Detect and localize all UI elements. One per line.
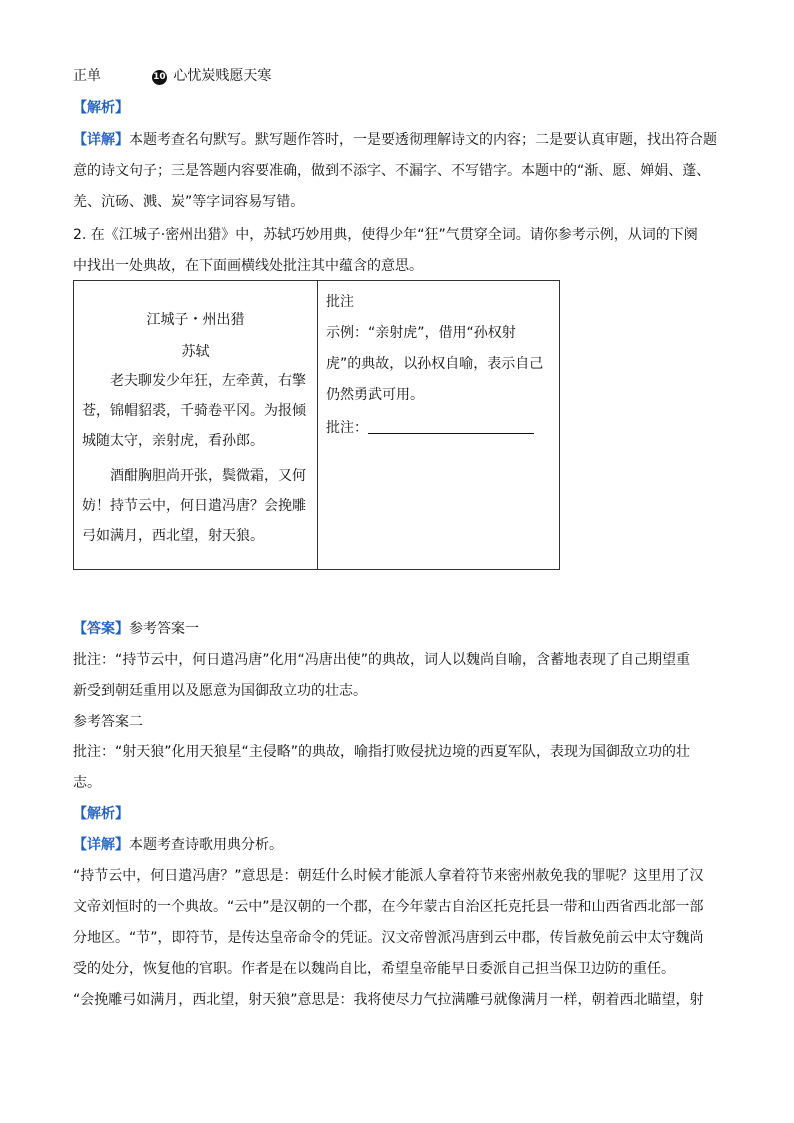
annotation-cell (318, 281, 560, 569)
detail-paragraph-line: 分地区。“节”，即符节，是传达皇帝命令的凭证。汉文帝曾派冯唐到云中郡，传旨赦免前云中太守魏尚 (73, 930, 704, 946)
annotation-answer-label: 批注： (326, 420, 368, 436)
answer-line: 新受到朝廷重用以及愿意为国御敌立功的壮志。 (73, 683, 367, 699)
poem-line: 城随太守，亲射虎，看孙郎。 (82, 433, 264, 449)
detail-paragraph-line: 【详解】本题考查名句默写。默写题作答时，一是要透彻理解诗文的内容；二是要认真审题，找出符合题 (73, 132, 717, 148)
poem-annotation-table (73, 280, 560, 570)
detail-paragraph-line: 意的诗文句子；三是答题内容要准确，做到不添字、不漏字、不写错字。本题中的“渐、愿、婵娟、蓬、 (73, 163, 711, 179)
detail-paragraph-line: 羌、沆砀、溅、炭”等字词容易写错。 (73, 194, 305, 210)
item-number-badge: 10 (152, 70, 167, 85)
detail-paragraph-line: 受的处分，恢复他的官职。作者是在以魏尚自比，希望皇帝能早日委派自己担当保卫边防的重任。 (73, 961, 675, 977)
analysis-tag: 【解析】 (73, 806, 129, 822)
detail-paragraph-line: 【详解】本题考查诗歌用典分析。 (73, 837, 283, 853)
answer-line: 批注：“射天狼”化用天狼星“主侵略”的典故，喻指打败侵扰边境的西夏军队，表现为国御敌立功的壮 (73, 744, 691, 760)
poem-author: 苏轼 (181, 344, 210, 360)
poem-line: 酒酣胸胆尚开张，鬓微霜，又何 (82, 468, 306, 484)
question-line: 中找出一处典故，在下面画横线处批注其中蕴含的意思。 (73, 258, 423, 274)
item-answer-text: 心忧炭贱愿天寒 (173, 68, 272, 84)
poem-line: 老夫聊发少年狂，左牵黄，右擎 (82, 373, 306, 389)
answer-line: 批注：“持节云中，何日遣冯唐”化用“冯唐出使”的典故，词人以魏尚自喻，含蓄地表现了自己期望重 (73, 652, 691, 668)
answer-tag: 【答案】 (73, 621, 129, 637)
answer-prefix: 正单 (73, 68, 101, 84)
poem-line: 弓如满月，西北望，射天狼。 (82, 528, 264, 544)
answer-subtitle: 参考答案二 (73, 714, 143, 730)
analysis-tag: 【解析】 (73, 100, 129, 116)
annotation-heading: 批注 (326, 294, 354, 310)
example-line: 仍然勇武可用。 (326, 387, 424, 403)
poem-cell (74, 281, 317, 569)
example-line: 示例：“亲射虎”，借用“孙权射 (326, 325, 516, 341)
question-line: 2. 在《江城子·密州出猎》中，苏轼巧妙用典，使得少年“狂”气贯穿全词。请你参考示例，从词的下阕 (73, 227, 698, 243)
annotation-answer-blank[interactable] (368, 419, 534, 434)
poem-line: 妨！持节云中，何日遣冯唐？会挽雕 (82, 498, 306, 514)
poem-line: 苍，锦帽貂裘，千骑卷平冈。为报倾 (82, 403, 306, 419)
detail-paragraph-line: “会挽雕弓如满月，西北望，射天狼”意思是：我将使尽力气拉满雕弓就像满月一样，朝着西北瞄望，射 (73, 992, 704, 1008)
answer-line: 志。 (73, 775, 101, 791)
detail-paragraph-line: “持节云中，何日遣冯唐？”意思是：朝廷什么时候才能派人拿着符节来密州赦免我的罪呢？这里用了汉 (73, 868, 704, 884)
example-line: 虎”的典故，以孙权自喻，表示自己 (326, 356, 544, 372)
annotation-answer-row (326, 418, 534, 438)
detail-tag: 【详解】 (73, 837, 129, 853)
detail-paragraph-line: 文帝刘恒时的一个典故。“云中”是汉朝的一个郡，在今年蒙古自治区托克托县一带和山西省西北部一部 (73, 899, 704, 915)
detail-tag: 【详解】 (73, 132, 129, 148)
fill-answer-line (73, 66, 271, 86)
poem-title: 江城子・州出猎 (146, 312, 245, 328)
answer-heading: 【答案】参考答案一 (73, 621, 199, 637)
